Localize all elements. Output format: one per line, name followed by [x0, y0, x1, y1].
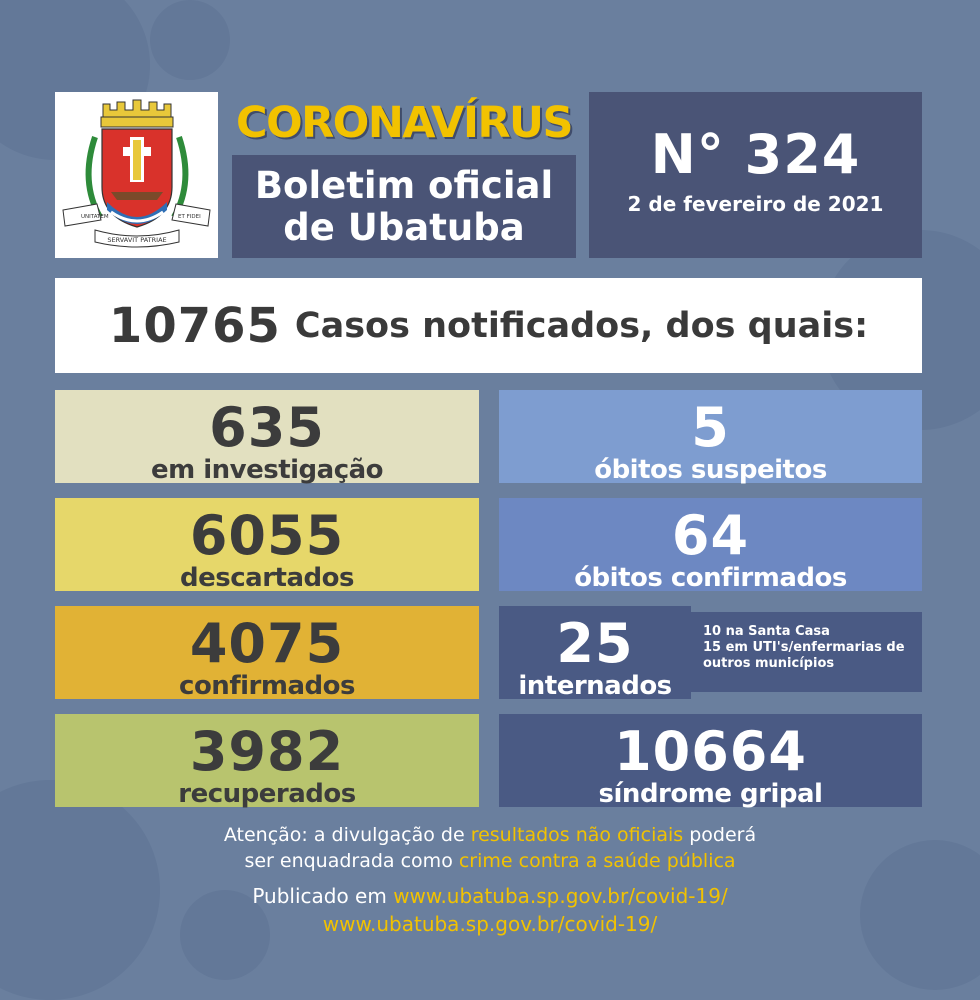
bulletin-number: N° 324 — [650, 123, 861, 186]
hospitalized-detail-line1: 10 na Santa Casa — [703, 624, 830, 639]
warning-line1 — [0, 822, 980, 848]
stat-hospitalized-value: 25 — [556, 612, 634, 675]
stat-confirmed-value: 4075 — [189, 612, 345, 675]
stat-confirmed-deaths — [499, 498, 922, 591]
stat-discarded-label: descartados — [180, 563, 354, 593]
hospitalized-detail — [691, 612, 922, 692]
bulletin-title-line2: de Ubatuba — [283, 206, 525, 249]
stat-flu-syndrome — [499, 714, 922, 807]
warning-line2 — [0, 848, 980, 874]
stat-flu-syndrome-value: 10664 — [614, 720, 807, 783]
background-virus-decoration — [150, 0, 230, 80]
published-url-link[interactable]: www.ubatuba.sp.gov.br/covid-19/ — [393, 884, 728, 908]
stat-discarded-value: 6055 — [189, 504, 345, 567]
published-line2 — [0, 910, 980, 938]
stat-confirmed — [55, 606, 479, 699]
stat-confirmed-deaths-label: óbitos confirmados — [574, 563, 847, 593]
stat-investigation-label: em investigação — [150, 455, 384, 485]
warning-text: poderá — [683, 824, 757, 846]
bulletin-title-line1: Boletim oficial — [254, 164, 554, 207]
stat-confirmed-deaths-value: 64 — [671, 504, 750, 567]
total-cases-value: 10765 — [108, 297, 281, 354]
hospitalized-detail-line3: outros municípios — [703, 656, 835, 671]
bulletin-date: 2 de fevereiro de 2021 — [627, 192, 884, 216]
stat-suspected-deaths-label: óbitos suspeitos — [594, 455, 827, 485]
svg-text:ET FIDEI: ET FIDEI — [178, 214, 201, 220]
stat-flu-syndrome-label: síndrome gripal — [598, 779, 823, 809]
svg-text:UNITATEM: UNITATEM — [81, 214, 109, 220]
bulletin-number-box — [589, 92, 922, 258]
total-cases-label: Casos notificados, dos quais: — [294, 305, 869, 346]
stat-confirmed-label: confirmados — [179, 671, 355, 701]
published-notice — [0, 882, 980, 938]
city-coat-of-arms — [55, 92, 218, 258]
total-cases-banner — [55, 278, 922, 373]
hospitalized-detail-line2: 15 em UTI's/enfermarias de — [703, 640, 905, 655]
published-label: Publicado em — [252, 884, 394, 908]
stat-investigation — [55, 390, 479, 483]
published-line1 — [0, 882, 980, 910]
stat-suspected-deaths-value: 5 — [691, 396, 730, 459]
svg-text:SERVAVIT PATRIAE: SERVAVIT PATRIAE — [107, 236, 167, 244]
warning-highlight-unofficial: resultados não oficiais — [470, 824, 684, 846]
bulletin-title-box — [232, 155, 576, 258]
stat-hospitalized-label: internados — [518, 671, 672, 701]
stat-hospitalized — [499, 606, 691, 699]
warning-text: ser enquadrada como — [244, 850, 459, 872]
warning-highlight-crime: crime contra a saúde pública — [458, 850, 736, 872]
published-url-link-2[interactable]: www.ubatuba.sp.gov.br/covid-19/ — [322, 912, 658, 936]
stat-recovered-label: recuperados — [178, 779, 356, 809]
stat-recovered — [55, 714, 479, 807]
stat-recovered-value: 3982 — [189, 720, 345, 783]
coronavirus-title: CORONAVÍRUS — [236, 98, 572, 148]
stat-investigation-value: 635 — [209, 396, 325, 459]
warning-text: Atenção: a divulgação de — [223, 824, 471, 846]
warning-notice — [0, 822, 980, 874]
stat-discarded — [55, 498, 479, 591]
stat-suspected-deaths — [499, 390, 922, 483]
